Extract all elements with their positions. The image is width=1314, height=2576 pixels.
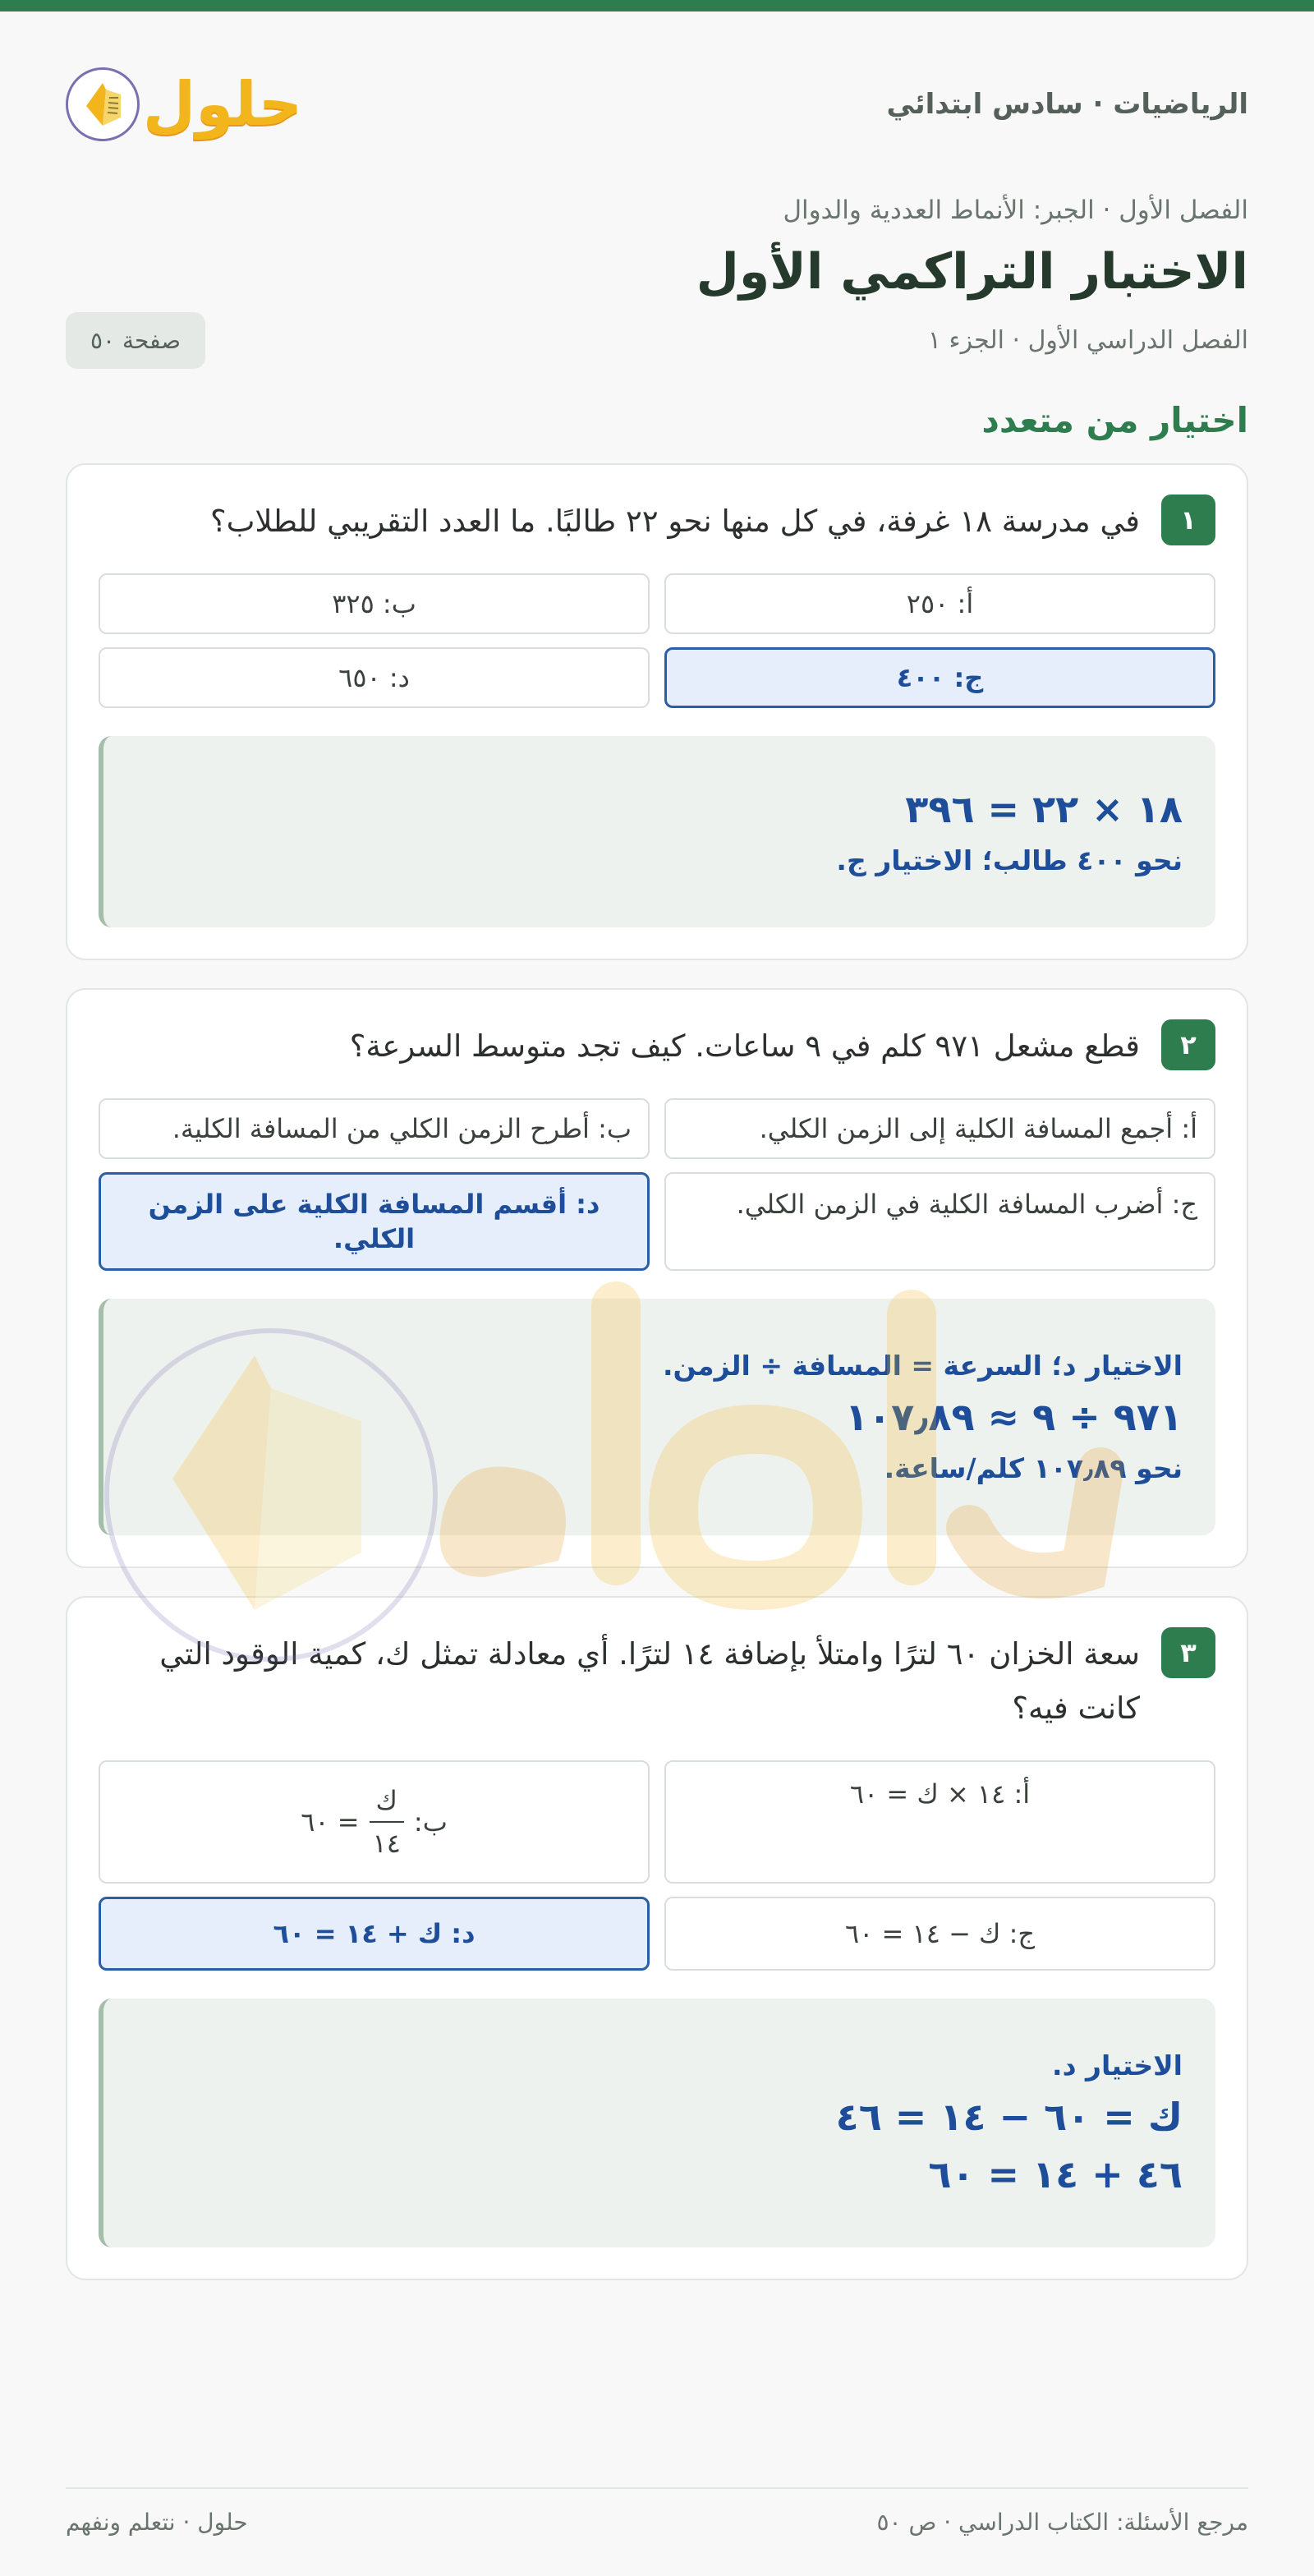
section-title: اختيار من متعدد [981,400,1248,440]
option-c-selected[interactable]: ج: ٤٠٠ [664,647,1215,708]
question-number-badge: ٢ [1161,1019,1215,1070]
question-card-3 [66,1596,1248,2280]
fraction [366,1783,407,1861]
option-d-selected[interactable]: د: ك + ١٤ = ٦٠ [99,1897,650,1971]
option-c[interactable]: ج: أضرب المسافة الكلية في الزمن الكلي. [664,1172,1215,1271]
question-card-2 [66,988,1248,1568]
solution-answer: نحو ٤٠٠ طالب؛ الاختيار ج. [836,844,1183,876]
subject-label: الرياضيات · سادس ابتدائي [886,88,1248,121]
fraction-denominator: ١٤ [372,1828,401,1859]
solution-box [99,736,1215,927]
answer-options [99,1760,1215,1971]
answer-options [99,1098,1215,1271]
solution-equation: ك = ٦٠ − ١٤ = ٤٦ [835,2095,1183,2139]
question-text: قطع مشعل ٩٧١ كلم في ٩ ساعات. كيف تجد متوسط السرعة؟ [349,1028,1140,1064]
option-b-prefix: ب: [413,1806,448,1838]
logo-wordmark: حلول [143,69,303,140]
site-header [66,12,1248,197]
solution-equation: ٩٧١ ÷ ٩ ≈ ١٠٧٫٨٩ [844,1395,1183,1439]
solution-choice: الاختيار د؛ السرعة = المسافة ÷ الزمن. [662,1350,1183,1382]
answer-options [99,573,1215,708]
option-a[interactable]: أ: ١٤ × ك = ٦٠ [664,1760,1215,1884]
solution-check: ٤٦ + ١٤ = ٦٠ [928,2152,1183,2196]
solution-box [99,1999,1215,2247]
breadcrumb: الفصل الأول · الجبر: الأنماط العددية والدوال [783,196,1248,225]
option-a[interactable]: أ: أجمع المسافة الكلية إلى الزمن الكلي. [664,1098,1215,1159]
solution-answer: نحو ١٠٧٫٨٩ كلم/ساعة. [884,1452,1183,1484]
option-d-selected[interactable]: د: أقسم المسافة الكلية على الزمن الكلي. [99,1172,650,1271]
footer-reference: مرجع الأسئلة: الكتاب الدراسي · ص ٥٠ [876,2509,1248,2536]
page-title: الاختبار التراكمي الأول [696,243,1248,301]
footer-tagline: حلول · نتعلم ونفهم [66,2509,248,2536]
option-b[interactable]: ب: أطرح الزمن الكلي من المسافة الكلية. [99,1098,650,1159]
top-accent-bar [0,0,1314,12]
question-text: سعة الخزان ٦٠ لترًا وامتلأ بإضافة ١٤ لترًا. أي معادلة تمثل ك، كمية الوقود التي كانت فيه؟ [159,1636,1140,1726]
page-number-badge: صفحة ٥٠ [66,312,205,369]
term-label: الفصل الدراسي الأول · الجزء ١ [927,326,1248,355]
question-card-1 [66,463,1248,960]
option-b[interactable] [99,1760,650,1884]
solution-box [99,1299,1215,1535]
fraction-numerator: ك [370,1783,404,1823]
solution-equation: ١٨ × ٢٢ = ٣٩٦ [905,787,1183,831]
solution-choice: الاختيار د. [1052,2049,1183,2082]
site-logo[interactable] [66,67,302,141]
option-c[interactable]: ج: ك − ١٤ = ٦٠ [664,1897,1215,1971]
option-b-rhs: = ٦٠ [301,1806,360,1838]
option-a[interactable]: أ: ٢٥٠ [664,573,1215,634]
question-text: في مدرسة ١٨ غرفة، في كل منها نحو ٢٢ طالبًا. ما العدد التقريبي للطلاب؟ [209,504,1140,539]
site-footer [66,2487,1248,2536]
option-b[interactable]: ب: ٣٢٥ [99,573,650,634]
question-number-badge: ٣ [1161,1627,1215,1678]
question-number-badge: ١ [1161,494,1215,545]
book-emblem-icon [66,67,140,141]
option-d[interactable]: د: ٦٥٠ [99,647,650,708]
